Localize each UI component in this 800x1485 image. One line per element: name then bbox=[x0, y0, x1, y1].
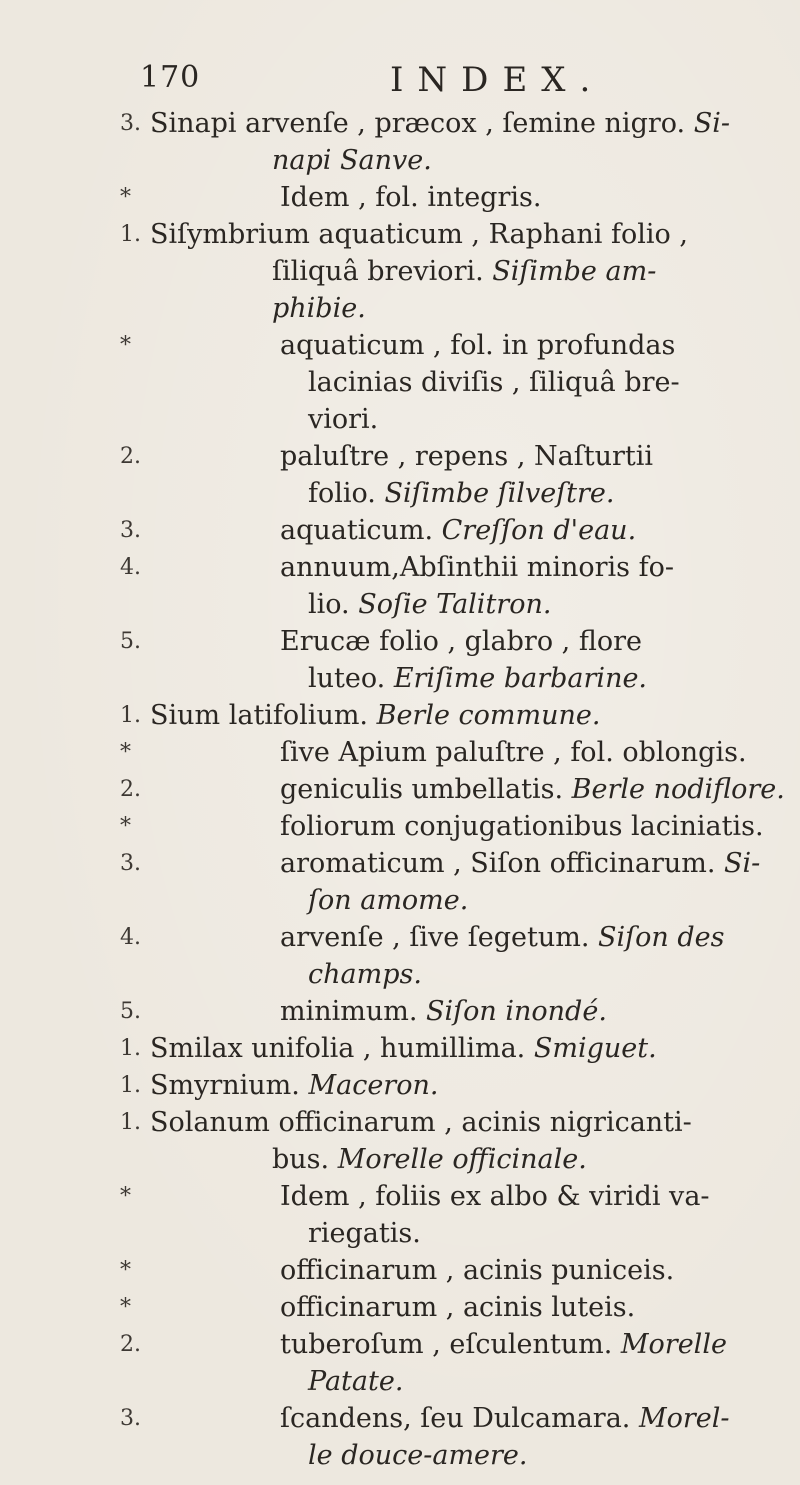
entry-marker: * bbox=[120, 814, 131, 839]
entry-continuation-line bbox=[150, 401, 790, 438]
latin-text: minimum. bbox=[280, 996, 427, 1027]
latin-text: luteo. bbox=[308, 663, 394, 694]
entry-marker: 3. bbox=[120, 851, 141, 876]
french-name: Siſon des bbox=[598, 922, 725, 953]
entry-first-line bbox=[150, 697, 790, 734]
french-name: Berle commune. bbox=[376, 700, 601, 731]
index-entry bbox=[120, 179, 790, 216]
entry-marker: 1. bbox=[120, 222, 141, 247]
french-name: Siſimbe am- bbox=[492, 256, 657, 287]
index-entry bbox=[120, 845, 790, 919]
latin-text: Erucæ folio , glabro , flore bbox=[280, 626, 642, 657]
entry-first-line bbox=[150, 1289, 790, 1326]
index-entry bbox=[120, 327, 790, 438]
index-entry bbox=[120, 993, 790, 1030]
latin-text: ſcandens, ſeu Dulcamara. bbox=[280, 1403, 639, 1434]
index-entry bbox=[120, 771, 790, 808]
entry-marker: 2. bbox=[120, 1332, 141, 1357]
latin-text: officinarum , acinis luteis. bbox=[280, 1292, 636, 1323]
entry-marker: * bbox=[120, 1184, 131, 1209]
latin-text: officinarum , acinis puniceis. bbox=[280, 1255, 675, 1286]
entry-marker: * bbox=[120, 1258, 131, 1283]
french-name: Berle nodiflore. bbox=[571, 774, 785, 805]
latin-text: ſiliquâ breviori. bbox=[272, 256, 493, 287]
entry-continuation-line bbox=[150, 1363, 790, 1400]
index-entry bbox=[120, 1104, 790, 1178]
entry-marker: 1. bbox=[120, 1036, 141, 1061]
entry-first-line bbox=[150, 549, 790, 586]
latin-text: Sium latifolium. bbox=[150, 700, 377, 731]
latin-text: folio. bbox=[308, 478, 385, 509]
entry-marker: * bbox=[120, 740, 131, 765]
index-entry bbox=[120, 1178, 790, 1252]
french-name: Siſimbe ſilveſtre. bbox=[384, 478, 615, 509]
entry-continuation-line bbox=[150, 253, 790, 290]
entry-continuation-line bbox=[150, 956, 790, 993]
entry-first-line bbox=[150, 1252, 790, 1289]
index-entry bbox=[120, 1289, 790, 1326]
french-name: phibie. bbox=[272, 293, 366, 324]
latin-text: Smilax unifolia , humillima. bbox=[150, 1033, 534, 1064]
entry-first-line bbox=[150, 327, 790, 364]
entry-first-line bbox=[150, 1400, 790, 1437]
entry-first-line bbox=[150, 845, 790, 882]
entry-continuation-line bbox=[150, 586, 790, 623]
entry-marker: * bbox=[120, 333, 131, 358]
latin-text: Solanum officinarum , acinis nigricanti- bbox=[150, 1107, 692, 1138]
french-name: champs. bbox=[308, 959, 422, 990]
latin-text: Sinapi arvenſe , præcox , ſemine nigro. bbox=[150, 108, 694, 139]
latin-text: Idem , fol. integris. bbox=[280, 182, 542, 213]
french-name: Si- bbox=[693, 108, 730, 139]
french-name: Si- bbox=[724, 848, 761, 879]
french-name: Morelle bbox=[620, 1329, 727, 1360]
entry-continuation-line bbox=[150, 660, 790, 697]
entry-continuation-line bbox=[150, 475, 790, 512]
index-entry bbox=[120, 105, 790, 179]
latin-text: riegatis. bbox=[308, 1218, 421, 1249]
index-entry bbox=[120, 1067, 790, 1104]
running-head: INDEX. bbox=[390, 60, 605, 100]
french-name: Patate. bbox=[308, 1366, 404, 1397]
entry-continuation-line bbox=[150, 882, 790, 919]
french-name: Morel- bbox=[638, 1403, 730, 1434]
latin-text: lio. bbox=[308, 589, 359, 620]
entry-marker: 3. bbox=[120, 1406, 141, 1431]
entry-marker: * bbox=[120, 185, 131, 210]
entry-first-line bbox=[150, 623, 790, 660]
index-entry bbox=[120, 919, 790, 993]
entry-marker: 3. bbox=[120, 518, 141, 543]
entry-first-line bbox=[150, 1104, 790, 1141]
index-entry bbox=[120, 1400, 790, 1474]
index-entry bbox=[120, 808, 790, 845]
entry-marker: 2. bbox=[120, 777, 141, 802]
latin-text: paluſtre , repens , Naſturtii bbox=[280, 441, 654, 472]
index-entry bbox=[120, 438, 790, 512]
entry-first-line bbox=[150, 1326, 790, 1363]
entry-marker: 2. bbox=[120, 444, 141, 469]
entry-marker: 3. bbox=[120, 111, 141, 136]
entry-marker: 1. bbox=[120, 1073, 141, 1098]
latin-text: Smyrnium. bbox=[150, 1070, 309, 1101]
latin-text: arvenſe , ſive ſegetum. bbox=[280, 922, 599, 953]
index-entry bbox=[120, 623, 790, 697]
entry-first-line bbox=[150, 179, 790, 216]
entry-first-line bbox=[150, 734, 790, 771]
entry-first-line bbox=[150, 1067, 790, 1104]
entry-continuation-line bbox=[150, 1141, 790, 1178]
latin-text: Siſymbrium aquaticum , Raphani folio , bbox=[150, 219, 688, 250]
entry-first-line bbox=[150, 808, 790, 845]
french-name: Morelle officinale. bbox=[337, 1144, 587, 1175]
entry-first-line bbox=[150, 216, 790, 253]
entry-continuation-line bbox=[150, 364, 790, 401]
latin-text: foliorum conjugationibus laciniatis. bbox=[280, 811, 764, 842]
entry-marker: 1. bbox=[120, 703, 141, 728]
entry-first-line bbox=[150, 1030, 790, 1067]
french-name: Smiguet. bbox=[533, 1033, 657, 1064]
index-entry bbox=[120, 549, 790, 623]
latin-text: tuberoſum , eſculentum. bbox=[280, 1329, 621, 1360]
latin-text: annuum,Abſinthii minoris fo- bbox=[280, 552, 674, 583]
latin-text: bus. bbox=[272, 1144, 338, 1175]
french-name: Maceron. bbox=[308, 1070, 439, 1101]
entry-continuation-line bbox=[150, 1215, 790, 1252]
index-entry bbox=[120, 734, 790, 771]
latin-text: aquaticum , fol. in profundas bbox=[280, 330, 676, 361]
latin-text: ſive Apium paluſtre , fol. oblongis. bbox=[280, 737, 747, 768]
latin-text: aquaticum. bbox=[280, 515, 442, 546]
index-entry bbox=[120, 216, 790, 327]
page-number: 170 bbox=[140, 60, 201, 95]
latin-text: viori. bbox=[308, 404, 379, 435]
index-entry bbox=[120, 697, 790, 734]
french-name: ſon amome. bbox=[308, 885, 469, 916]
entry-first-line bbox=[150, 105, 790, 142]
entry-marker: 4. bbox=[120, 925, 141, 950]
index-entry bbox=[120, 1030, 790, 1067]
entry-marker: * bbox=[120, 1295, 131, 1320]
entry-first-line bbox=[150, 438, 790, 475]
index-entry bbox=[120, 1252, 790, 1289]
entry-marker: 5. bbox=[120, 999, 141, 1024]
entry-continuation-line bbox=[150, 1437, 790, 1474]
entry-first-line bbox=[150, 993, 790, 1030]
latin-text: geniculis umbellatis. bbox=[280, 774, 572, 805]
entry-marker: 4. bbox=[120, 555, 141, 580]
entry-continuation-line bbox=[150, 142, 790, 179]
index-entry bbox=[120, 512, 790, 549]
entry-first-line bbox=[150, 1178, 790, 1215]
french-name: Soſie Talitron. bbox=[358, 589, 552, 620]
entry-first-line bbox=[150, 919, 790, 956]
entry-marker: 1. bbox=[120, 1110, 141, 1135]
entry-first-line bbox=[150, 771, 790, 808]
french-name: Siſon inondé. bbox=[426, 996, 607, 1027]
french-name: Creſſon d'eau. bbox=[441, 515, 637, 546]
page-header bbox=[140, 60, 780, 100]
latin-text: aromaticum , Siſon officinarum. bbox=[280, 848, 725, 879]
entry-continuation-line bbox=[150, 290, 790, 327]
latin-text: Idem , foliis ex albo & viridi va- bbox=[280, 1181, 710, 1212]
entry-first-line bbox=[150, 512, 790, 549]
latin-text: lacinias diviſis , ſiliquâ bre- bbox=[308, 367, 680, 398]
index-entry bbox=[120, 1326, 790, 1400]
french-name: napi Sanve. bbox=[272, 145, 432, 176]
index-entries bbox=[120, 105, 790, 1474]
french-name: le douce-amere. bbox=[308, 1440, 528, 1471]
french-name: Eriſime barbarine. bbox=[393, 663, 648, 694]
entry-marker: 5. bbox=[120, 629, 141, 654]
